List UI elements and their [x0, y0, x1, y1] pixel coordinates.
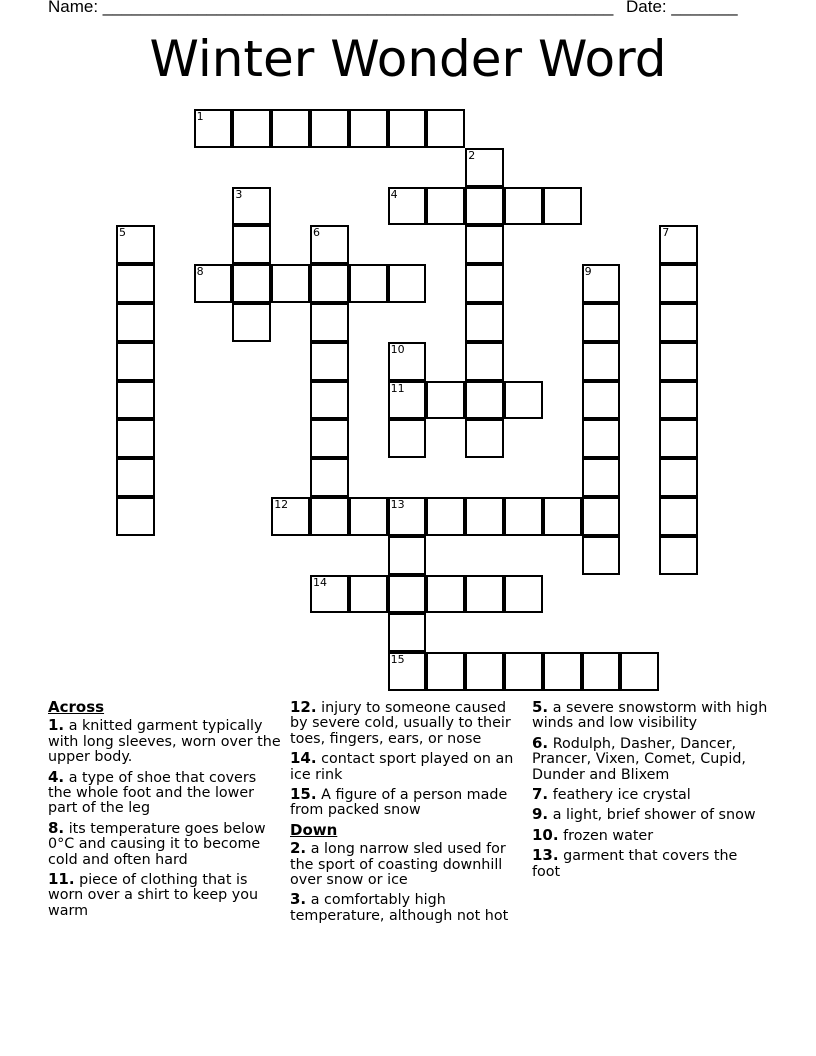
grid-cell[interactable] [310, 303, 349, 342]
clue-number: 10. [532, 825, 559, 844]
across-clue [48, 872, 284, 919]
clue-number: 6 [313, 226, 320, 240]
clue-text: frozen water [563, 827, 654, 844]
clue-number: 9 [584, 265, 592, 279]
clue-text: Rodulph, Dasher, Dancer, Prancer, Vixen, Comet, Cupid, Dunder and Blixem [532, 735, 746, 783]
grid-cell[interactable] [582, 536, 621, 575]
clue-number: 2 [468, 148, 476, 162]
clue-number: 5. [532, 698, 549, 716]
grid-cell[interactable] [659, 497, 698, 536]
grid-cell[interactable] [232, 109, 271, 148]
grid-cell[interactable] [310, 458, 349, 497]
grid-cell[interactable] [465, 419, 504, 458]
grid-cell[interactable] [582, 458, 621, 497]
clue-text: a severe snowstorm with high winds and low visibility [532, 700, 768, 732]
grid-cell[interactable] [465, 381, 504, 420]
grid-cell[interactable] [388, 264, 427, 303]
grid-cell[interactable] [388, 575, 427, 614]
clue-number: 12. [290, 698, 317, 716]
grid-cell[interactable] [310, 109, 349, 148]
grid-cell[interactable] [465, 652, 504, 691]
grid-cell[interactable] [232, 187, 271, 226]
grid-cell[interactable] [465, 264, 504, 303]
grid-cell[interactable] [271, 497, 310, 536]
grid-cell[interactable] [310, 497, 349, 536]
across-clue [48, 767, 284, 817]
grid-cell[interactable] [659, 342, 698, 381]
grid-cell[interactable] [388, 419, 427, 458]
grid-cell[interactable] [310, 264, 349, 303]
grid-cell[interactable] [349, 575, 388, 614]
down-clue [532, 807, 768, 823]
grid-cell[interactable] [388, 187, 427, 226]
clue-number: 3 [235, 187, 243, 201]
grid-cell[interactable] [582, 381, 621, 420]
grid-cell[interactable] [271, 264, 310, 303]
grid-cell[interactable] [116, 225, 155, 264]
grid-cell[interactable] [388, 342, 427, 381]
clue-number: 9. [532, 805, 549, 824]
across-clue [290, 751, 526, 783]
clue-text: a knitted garment typically with long sleeves, worn over the upper body. [48, 718, 281, 766]
grid-cell[interactable] [388, 497, 427, 536]
grid-cell[interactable] [194, 109, 233, 148]
clues-column-1 [48, 700, 284, 923]
grid-cell[interactable] [504, 381, 543, 420]
grid-cell[interactable] [426, 652, 465, 691]
down-heading: Down [290, 820, 338, 839]
grid-cell[interactable] [582, 419, 621, 458]
clue-text: contact sport played on an ice rink [290, 751, 514, 783]
across-clue [48, 718, 284, 765]
grid-cell[interactable] [271, 109, 310, 148]
grid-cell[interactable] [659, 419, 698, 458]
grid-cell[interactable] [426, 497, 465, 536]
grid-cell[interactable] [465, 575, 504, 614]
grid-cell[interactable] [465, 148, 504, 187]
clue-number: 8. [48, 818, 65, 837]
clue-number: 7. [532, 785, 549, 804]
clue-number: 13. [532, 846, 559, 865]
clue-text: its temperature goes below 0°C and causing it to become cold and often hard [48, 820, 266, 868]
clue-number: 10 [390, 342, 405, 356]
grid-cell[interactable] [310, 225, 349, 264]
clue-number: 1. [48, 716, 65, 735]
grid-cell[interactable] [349, 109, 388, 148]
grid-cell[interactable] [504, 187, 543, 226]
clue-text: a comfortably high temperature, although not hot [290, 892, 509, 924]
grid-cell[interactable] [659, 225, 698, 264]
clue-text: feathery ice crystal [552, 787, 691, 804]
grid-cell[interactable] [659, 303, 698, 342]
clue-number: 1 [196, 110, 204, 123]
grid-cell[interactable] [543, 187, 582, 226]
across-clue [290, 700, 526, 747]
grid-cell[interactable] [582, 342, 621, 381]
grid-cell[interactable] [116, 419, 155, 458]
grid-cell[interactable] [232, 303, 271, 342]
grid-cell[interactable] [194, 264, 233, 303]
clue-number: 15. [290, 785, 317, 804]
across-heading: Across [48, 698, 105, 716]
clue-number: 4. [48, 767, 65, 786]
clue-number: 13 [390, 498, 405, 511]
grid-cell[interactable] [310, 381, 349, 420]
grid-cell[interactable] [659, 458, 698, 497]
clue-number: 4 [390, 187, 398, 201]
grid-cell[interactable] [659, 536, 698, 575]
grid-cell[interactable] [582, 652, 621, 691]
clue-number: 5 [119, 226, 126, 240]
clue-number: 14 [313, 575, 327, 589]
grid-cell[interactable] [388, 652, 427, 691]
grid-cell[interactable] [659, 264, 698, 303]
clue-number: 6. [532, 733, 549, 752]
clue-text: A figure of a person made from packed snow [290, 787, 508, 819]
clue-number: 12 [274, 498, 289, 511]
down-clue [290, 892, 526, 924]
page-title: Winter Wonder Word [149, 30, 667, 88]
down-clue [290, 841, 526, 888]
clue-text: a light, brief shower of snow [552, 807, 756, 824]
date-field[interactable]: Date: _______ [626, 0, 738, 16]
clue-number: 7 [662, 226, 670, 240]
down-clue [532, 848, 768, 880]
clue-number: 14. [290, 749, 317, 768]
grid-cell[interactable] [116, 264, 155, 303]
grid-cell[interactable] [310, 575, 349, 614]
grid-cell[interactable] [582, 497, 621, 536]
down-clue [532, 733, 768, 783]
grid-cell[interactable] [232, 264, 271, 303]
grid-cell[interactable] [426, 187, 465, 226]
clue-number: 11. [48, 870, 75, 889]
grid-cell[interactable] [620, 652, 659, 691]
down-clue [532, 825, 768, 844]
clue-number: 2. [290, 839, 307, 858]
grid-cell[interactable] [388, 109, 427, 148]
grid-cell[interactable] [349, 264, 388, 303]
down-clue [532, 787, 768, 803]
clue-number: 8 [196, 265, 204, 279]
grid-cell[interactable] [465, 342, 504, 381]
grid-cell[interactable] [582, 303, 621, 342]
grid-cell[interactable] [504, 497, 543, 536]
clue-text: a long narrow sled used for the sport of coasting downhill over snow or ice [290, 841, 506, 889]
grid-cell[interactable] [465, 187, 504, 226]
grid-cell[interactable] [543, 497, 582, 536]
down-clue [532, 700, 768, 732]
grid-cell[interactable] [116, 458, 155, 497]
grid-cell[interactable] [310, 342, 349, 381]
across-clue [48, 818, 284, 868]
clue-text: a type of shoe that covers the whole foot and the lower part of the leg [48, 769, 257, 817]
grid-cell[interactable] [232, 225, 271, 264]
grid-cell[interactable] [388, 381, 427, 420]
grid-cell[interactable] [465, 225, 504, 264]
grid-cell[interactable] [388, 613, 427, 652]
grid-cell[interactable] [426, 109, 465, 148]
grid-cell[interactable] [349, 497, 388, 536]
clue-text: garment that covers the foot [532, 848, 738, 880]
grid-cell[interactable] [426, 575, 465, 614]
clues-column-2 [290, 700, 526, 928]
clue-number: 11 [390, 381, 405, 395]
grid-cell[interactable] [659, 381, 698, 420]
grid-cell[interactable] [504, 575, 543, 614]
grid-cell[interactable] [465, 303, 504, 342]
grid-cell[interactable] [116, 303, 155, 342]
clue-text: piece of clothing that is worn over a shirt to keep you warm [48, 872, 259, 919]
grid-cell[interactable] [116, 342, 155, 381]
grid-cell[interactable] [116, 381, 155, 420]
clues-column-3 [532, 700, 768, 884]
clue-number: 15 [390, 653, 405, 667]
clue-number: 3. [290, 890, 307, 909]
grid-cell[interactable] [465, 497, 504, 536]
grid-cell[interactable] [426, 381, 465, 420]
clue-text: injury to someone caused by severe cold, usually to their toes, fingers, ears, or nose [290, 700, 511, 747]
grid-cell[interactable] [582, 264, 621, 303]
grid-cell[interactable] [310, 419, 349, 458]
across-clue [290, 787, 526, 819]
grid-cell[interactable] [388, 536, 427, 575]
name-field[interactable]: Name: ______________________________________________________ [48, 0, 614, 16]
grid-cell[interactable] [504, 652, 543, 691]
grid-cell[interactable] [116, 497, 155, 536]
grid-cell[interactable] [543, 652, 582, 691]
